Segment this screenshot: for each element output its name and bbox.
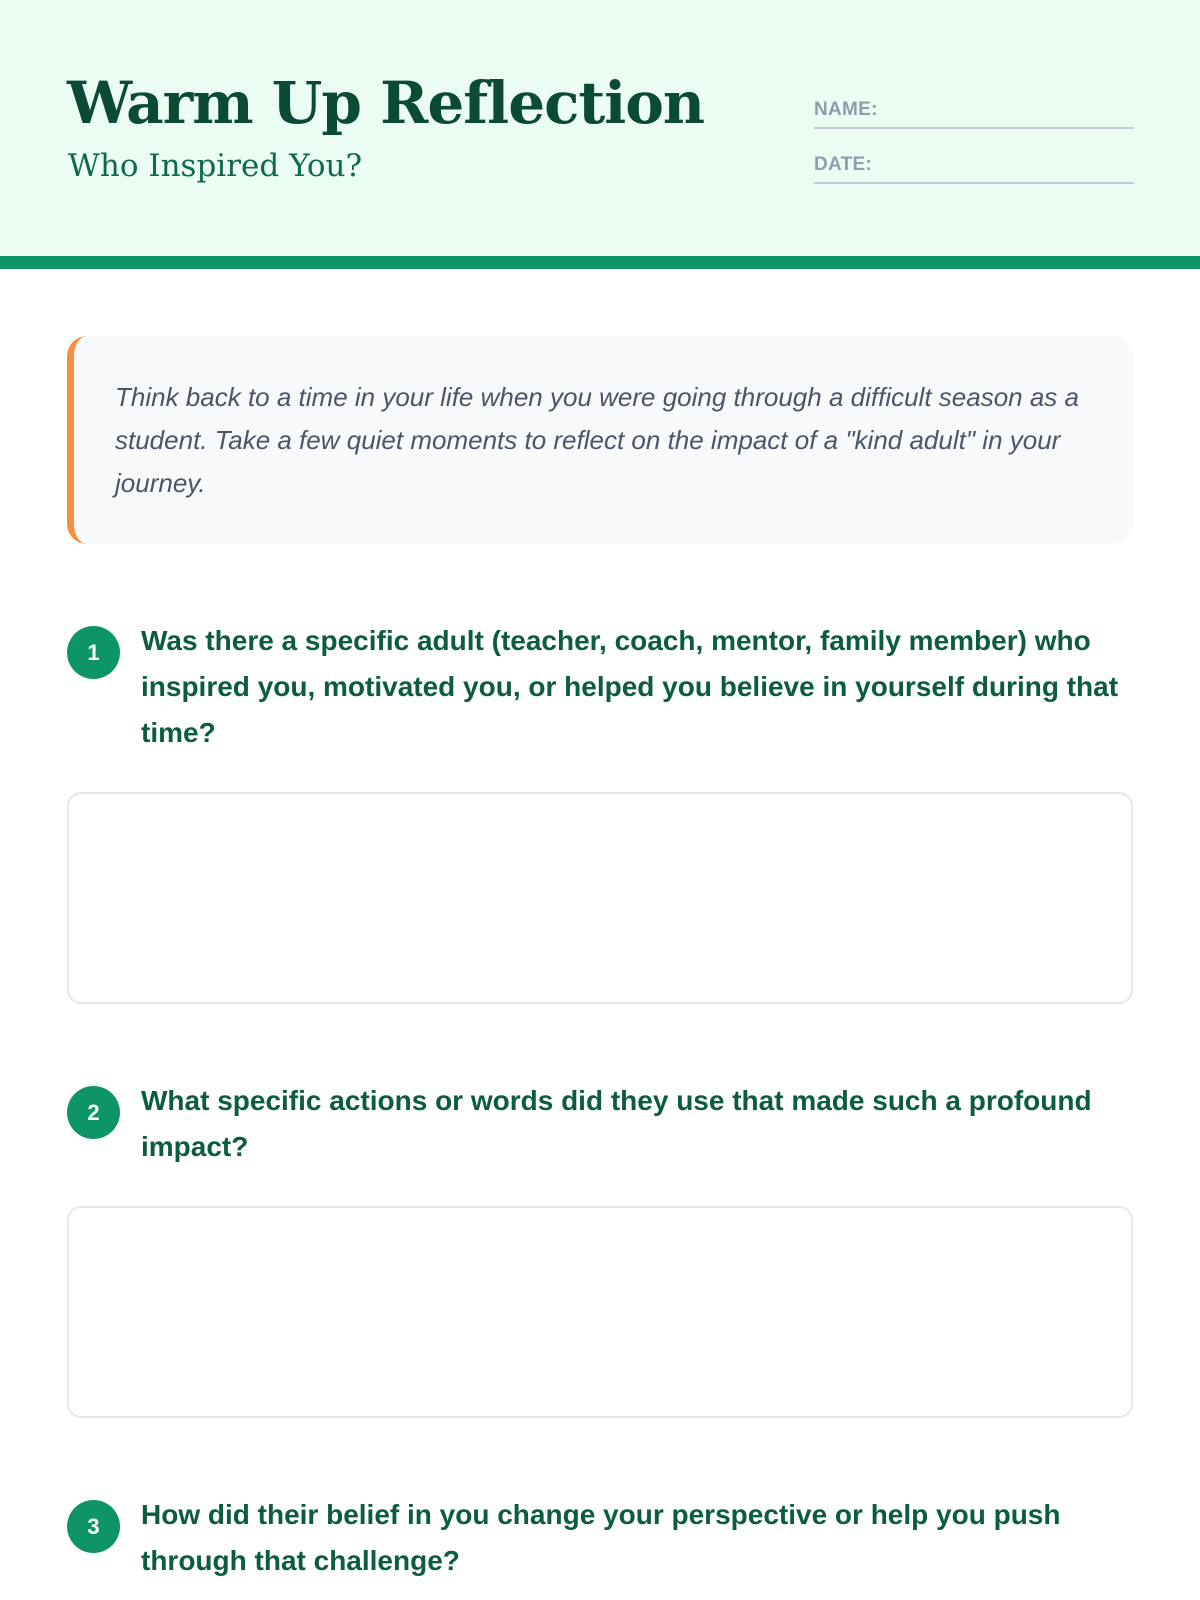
date-field[interactable] (814, 152, 1134, 184)
answer-box-2[interactable] (67, 1206, 1133, 1418)
intro-text: Think back to a time in your life when you were going through a difficult season as a student. Take a few quiet moments to reflect on the impact of a "kind adult" in your journey. (115, 382, 1079, 498)
worksheet-header (0, 0, 1200, 256)
question-text: How did their belief in you change your perspective or help you push through that challenge? (141, 1499, 1061, 1576)
question-number-badge: 3 (67, 1500, 120, 1553)
header-divider (0, 256, 1200, 269)
name-label: NAME: (814, 99, 878, 120)
question-number-badge: 1 (67, 626, 120, 679)
question-text: Was there a specific adult (teacher, coach, mentor, family member) who inspired you, motivated you, or helped you believe in yourself during that time? (141, 625, 1119, 748)
answer-box-1[interactable] (67, 792, 1133, 1004)
question-number-badge: 2 (67, 1086, 120, 1139)
date-label: DATE: (814, 154, 873, 175)
question-text: What specific actions or words did they use that made such a profound impact? (141, 1085, 1092, 1162)
page-subtitle: Who Inspired You? (68, 148, 363, 184)
page-title: Warm Up Reflection (67, 69, 705, 137)
name-field[interactable] (814, 97, 1134, 129)
intro-callout (67, 336, 1133, 544)
